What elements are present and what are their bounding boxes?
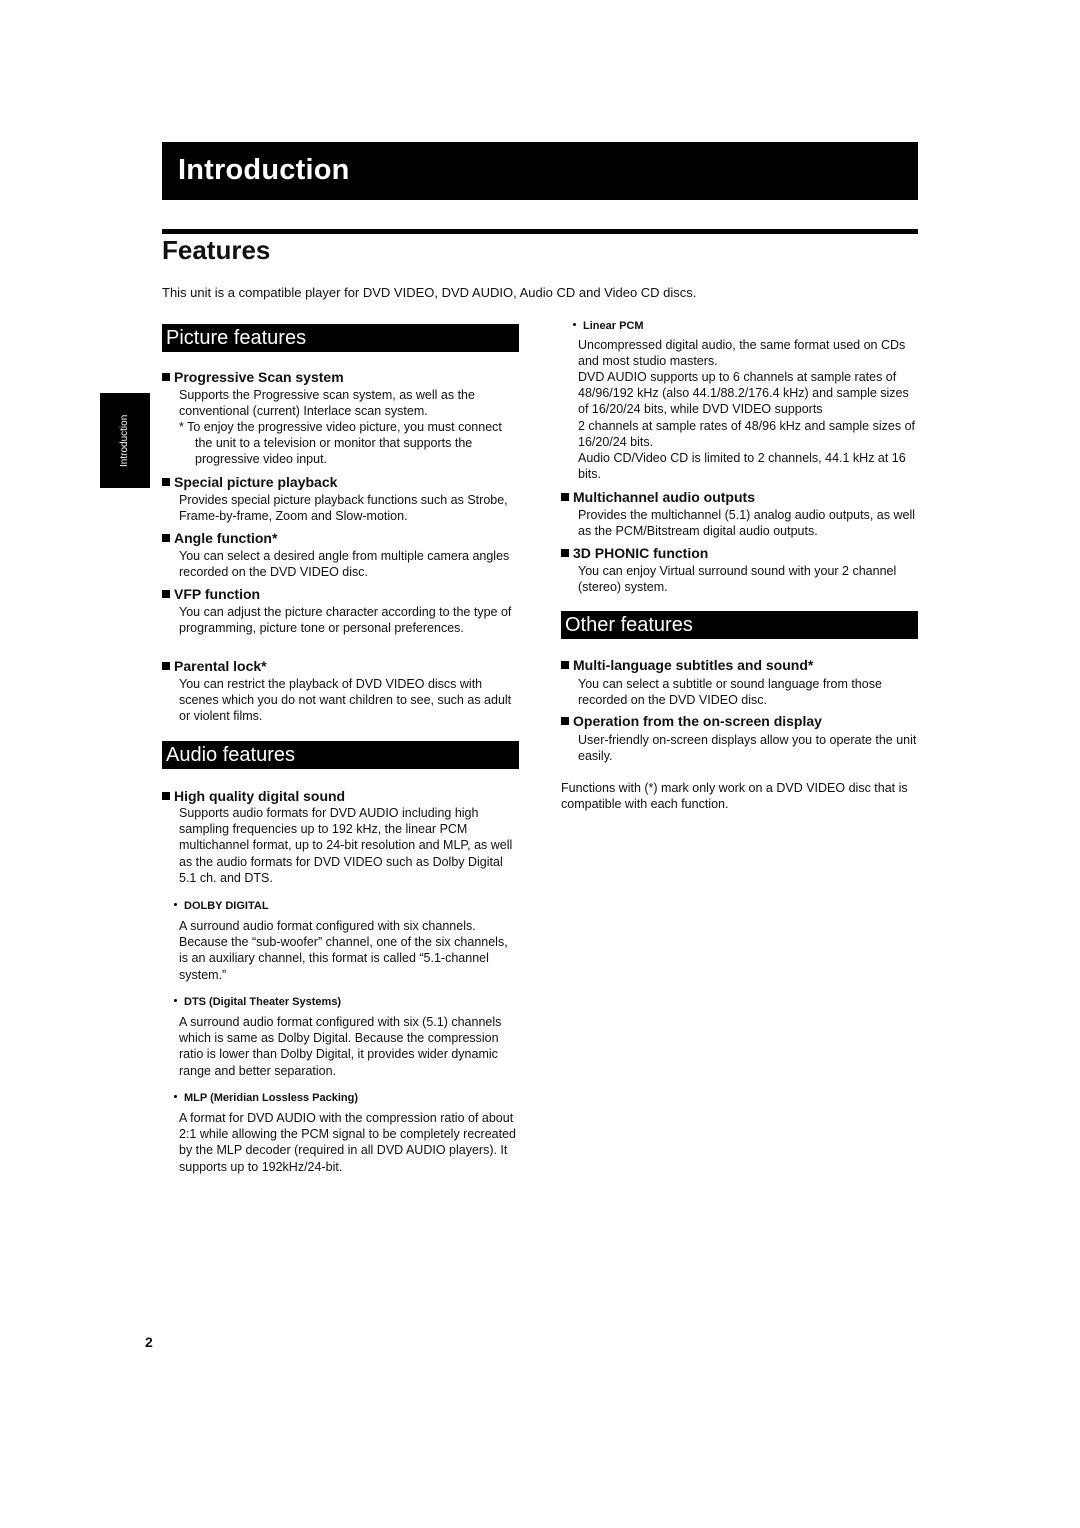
paragraph-special-playback: Provides special picture playback functions such as Strobe, Frame-by-frame, Zoom and Slow-motion. xyxy=(179,493,508,524)
subheading-parental: Parental lock* xyxy=(162,658,267,674)
intro-paragraph: This unit is a compatible player for DVD VIDEO, DVD AUDIO, Audio CD and Video CD discs. xyxy=(162,285,697,300)
subheading-special-playback: Special picture playback xyxy=(162,474,337,490)
title-rule xyxy=(162,229,918,234)
side-tab-label: Introduction xyxy=(119,414,130,467)
subheading-vfp: VFP function xyxy=(162,586,260,602)
paragraph-parental: You can restrict the playback of DVD VIDEO discs with scenes which you do not want children to see, such as adult or violent films. xyxy=(179,677,512,724)
bullet-mlp: MLP (Meridian Lossless Packing) xyxy=(174,1092,358,1104)
section-heading-other: Other features xyxy=(561,611,918,639)
dot-bullet-icon xyxy=(174,903,177,906)
square-bullet-icon xyxy=(162,534,170,542)
square-bullet-icon xyxy=(561,661,569,669)
square-bullet-icon xyxy=(162,373,170,381)
paragraph-3d-phonic: You can enjoy Virtual surround sound with your 2 channel (stereo) system. xyxy=(578,564,897,595)
subheading-multi-language: Multi-language subtitles and sound* xyxy=(561,657,813,673)
paragraph-linear-pcm-1: Uncompressed digital audio, the same format used on CDs and most studio masters. xyxy=(578,338,906,369)
paragraph-linear-pcm-3: 2 channels at sample rates of 48/96 kHz and sample sizes of 16/20/24 bits. xyxy=(578,419,915,450)
dot-bullet-icon xyxy=(174,1095,177,1098)
note-progressive: * To enjoy the progressive video picture, you must connect the unit to a television or monitor that supports the progressive video input. xyxy=(179,420,502,467)
side-tab xyxy=(100,393,150,488)
paragraph-multi-language: You can select a subtitle or sound language from those recorded on the DVD VIDEO disc. xyxy=(578,677,882,708)
paragraph-mlp: A format for DVD AUDIO with the compression ratio of about 2:1 while allowing the PCM signal to be completely recreated by the MLP decoder (required in all DVD AUDIO players). It supports up to 192kHz/24-bit. xyxy=(179,1111,516,1174)
paragraph-multichannel: Provides the multichannel (5.1) analog audio outputs, as well as the PCM/Bitstream digital audio outputs. xyxy=(578,508,916,539)
paragraph-angle: You can select a desired angle from multiple camera angles recorded on the DVD VIDEO disc. xyxy=(179,549,510,580)
subheading-angle: Angle function* xyxy=(162,530,277,546)
paragraph-on-screen: User-friendly on-screen displays allow you to operate the unit easily. xyxy=(578,733,917,764)
paragraph-progressive: Supports the Progressive scan system, as well as the conventional (current) Interlace scan system. xyxy=(179,388,475,419)
paragraph-linear-pcm-4: Audio CD/Video CD is limited to 2 channels, 44.1 kHz at 16 bits. xyxy=(578,451,906,482)
paragraph-dts: A surround audio format configured with six (5.1) channels which is same as Dolby Digital. Because the compression ratio is lower than Dolby Digital, it provides wider dynamic range and better separation. xyxy=(179,1015,502,1078)
square-bullet-icon xyxy=(162,478,170,486)
subheading-progressive: Progressive Scan system xyxy=(162,369,344,385)
dot-bullet-icon xyxy=(573,323,576,326)
subheading-3d-phonic: 3D PHONIC function xyxy=(561,545,708,561)
square-bullet-icon xyxy=(162,590,170,598)
square-bullet-icon xyxy=(162,792,170,800)
page-number: 2 xyxy=(145,1334,153,1350)
square-bullet-icon xyxy=(561,493,569,501)
paragraph-dolby: A surround audio format configured with six channels. Because the “sub-woofer” channel, one of the six channels, is an auxiliary channel, this format is called “5.1-channel system.” xyxy=(179,919,508,982)
dot-bullet-icon xyxy=(174,999,177,1002)
footnote: Functions with (*) mark only work on a DVD VIDEO disc that is compatible with each function. xyxy=(561,781,908,812)
section-heading-picture: Picture features xyxy=(162,324,519,352)
subheading-multichannel: Multichannel audio outputs xyxy=(561,489,755,505)
subheading-hq-sound: High quality digital sound xyxy=(162,788,345,804)
paragraph-hq-sound: Supports audio formats for DVD AUDIO including high sampling frequencies up to 192 kHz, the linear PCM multichannel format, up to 24-bit resolution and MLP, as well as the audio formats for DVD VIDEO such as Dolby Digital 5.1 ch. and DTS. xyxy=(179,806,513,885)
page-title: Features xyxy=(162,235,271,265)
bullet-dts: DTS (Digital Theater Systems) xyxy=(174,996,341,1008)
bullet-linear-pcm: Linear PCM xyxy=(573,320,644,332)
section-heading-audio: Audio features xyxy=(162,741,519,769)
square-bullet-icon xyxy=(561,549,569,557)
paragraph-linear-pcm-2: DVD AUDIO supports up to 6 channels at sample rates of 48/96/192 kHz (also 44.1/88.2/176.4 kHz) and sample sizes of 16/20/24 bits, while DVD VIDEO supports xyxy=(578,370,909,417)
bullet-dolby: DOLBY DIGITAL xyxy=(174,900,269,912)
chapter-title: Introduction xyxy=(178,154,350,186)
subheading-on-screen: Operation from the on-screen display xyxy=(561,713,822,729)
chapter-banner xyxy=(162,142,918,200)
paragraph-vfp: You can adjust the picture character according to the type of programming, picture tone or personal preferences. xyxy=(179,605,512,636)
square-bullet-icon xyxy=(162,662,170,670)
square-bullet-icon xyxy=(561,717,569,725)
